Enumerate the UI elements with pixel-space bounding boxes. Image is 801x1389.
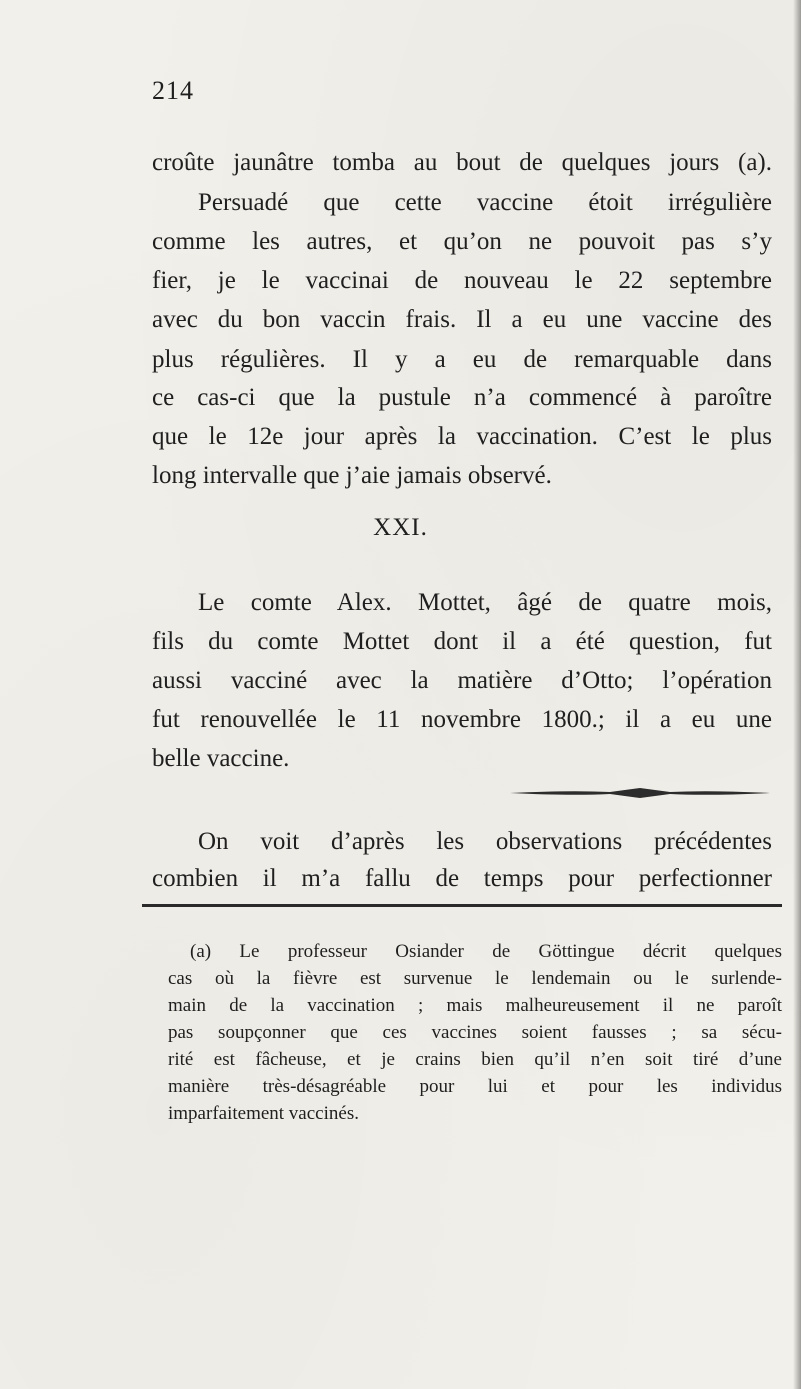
footnote-rule <box>142 904 782 907</box>
page-edge-shadow <box>793 0 801 1389</box>
paragraph-line: croûte jaunâtre tomba au bout de quelques jours (a). <box>152 149 772 176</box>
paragraph-line: comme les autres, et qu’on ne pouvoit pas s’y <box>152 228 772 255</box>
footnote-line: manière très-désagréable pour lui et pour les individus <box>168 1076 782 1097</box>
paragraph-line: Le comte Alex. Mottet, âgé de quatre mois, <box>198 589 772 616</box>
paragraph-line: On voit d’après les observations précédentes <box>198 828 772 855</box>
paragraph-line: ce cas-ci que la pustule n’a commencé à paroître <box>152 384 772 411</box>
paragraph-line: belle vaccine. <box>152 745 290 772</box>
paragraph-line: aussi vacciné avec la matière d’Otto; l’opération <box>152 667 772 694</box>
section-heading: XXI. <box>373 514 428 541</box>
paragraph-line: combien il m’a fallu de temps pour perfectionner <box>152 865 772 892</box>
paragraph-line: avec du bon vaccin frais. Il a eu une vaccine des <box>152 306 772 333</box>
ornament-divider <box>510 787 770 799</box>
page-number: 214 <box>152 76 194 105</box>
footnote-line: imparfaitement vaccinés. <box>168 1103 359 1124</box>
paragraph-line: fut renouvellée le 11 novembre 1800.; il a eu une <box>152 706 772 733</box>
paragraph-line: fier, je le vaccinai de nouveau le 22 septembre <box>152 267 772 294</box>
footnote-line: cas où la fièvre est survenue le lendemain ou le surlende- <box>168 968 782 989</box>
footnote-line: (a) Le professeur Osiander de Göttingue décrit quelques <box>190 941 782 962</box>
paragraph-line: long intervalle que j’aie jamais observé. <box>152 462 552 489</box>
paragraph-line: fils du comte Mottet dont il a été question, fut <box>152 628 772 655</box>
paragraph-line: que le 12e jour après la vaccination. C’est le plus <box>152 423 772 450</box>
footnote-line: main de la vaccination ; mais malheureusement il ne paroît <box>168 995 782 1016</box>
paragraph-line: plus régulières. Il y a eu de remarquable dans <box>152 346 772 373</box>
footnote-line: pas soupçonner que ces vaccines soient fausses ; sa sécu- <box>168 1022 782 1043</box>
footnote-line: rité est fâcheuse, et je crains bien qu’il n’en soit tiré d’une <box>168 1049 782 1070</box>
paragraph-line: Persuadé que cette vaccine étoit irrégulière <box>198 189 772 216</box>
